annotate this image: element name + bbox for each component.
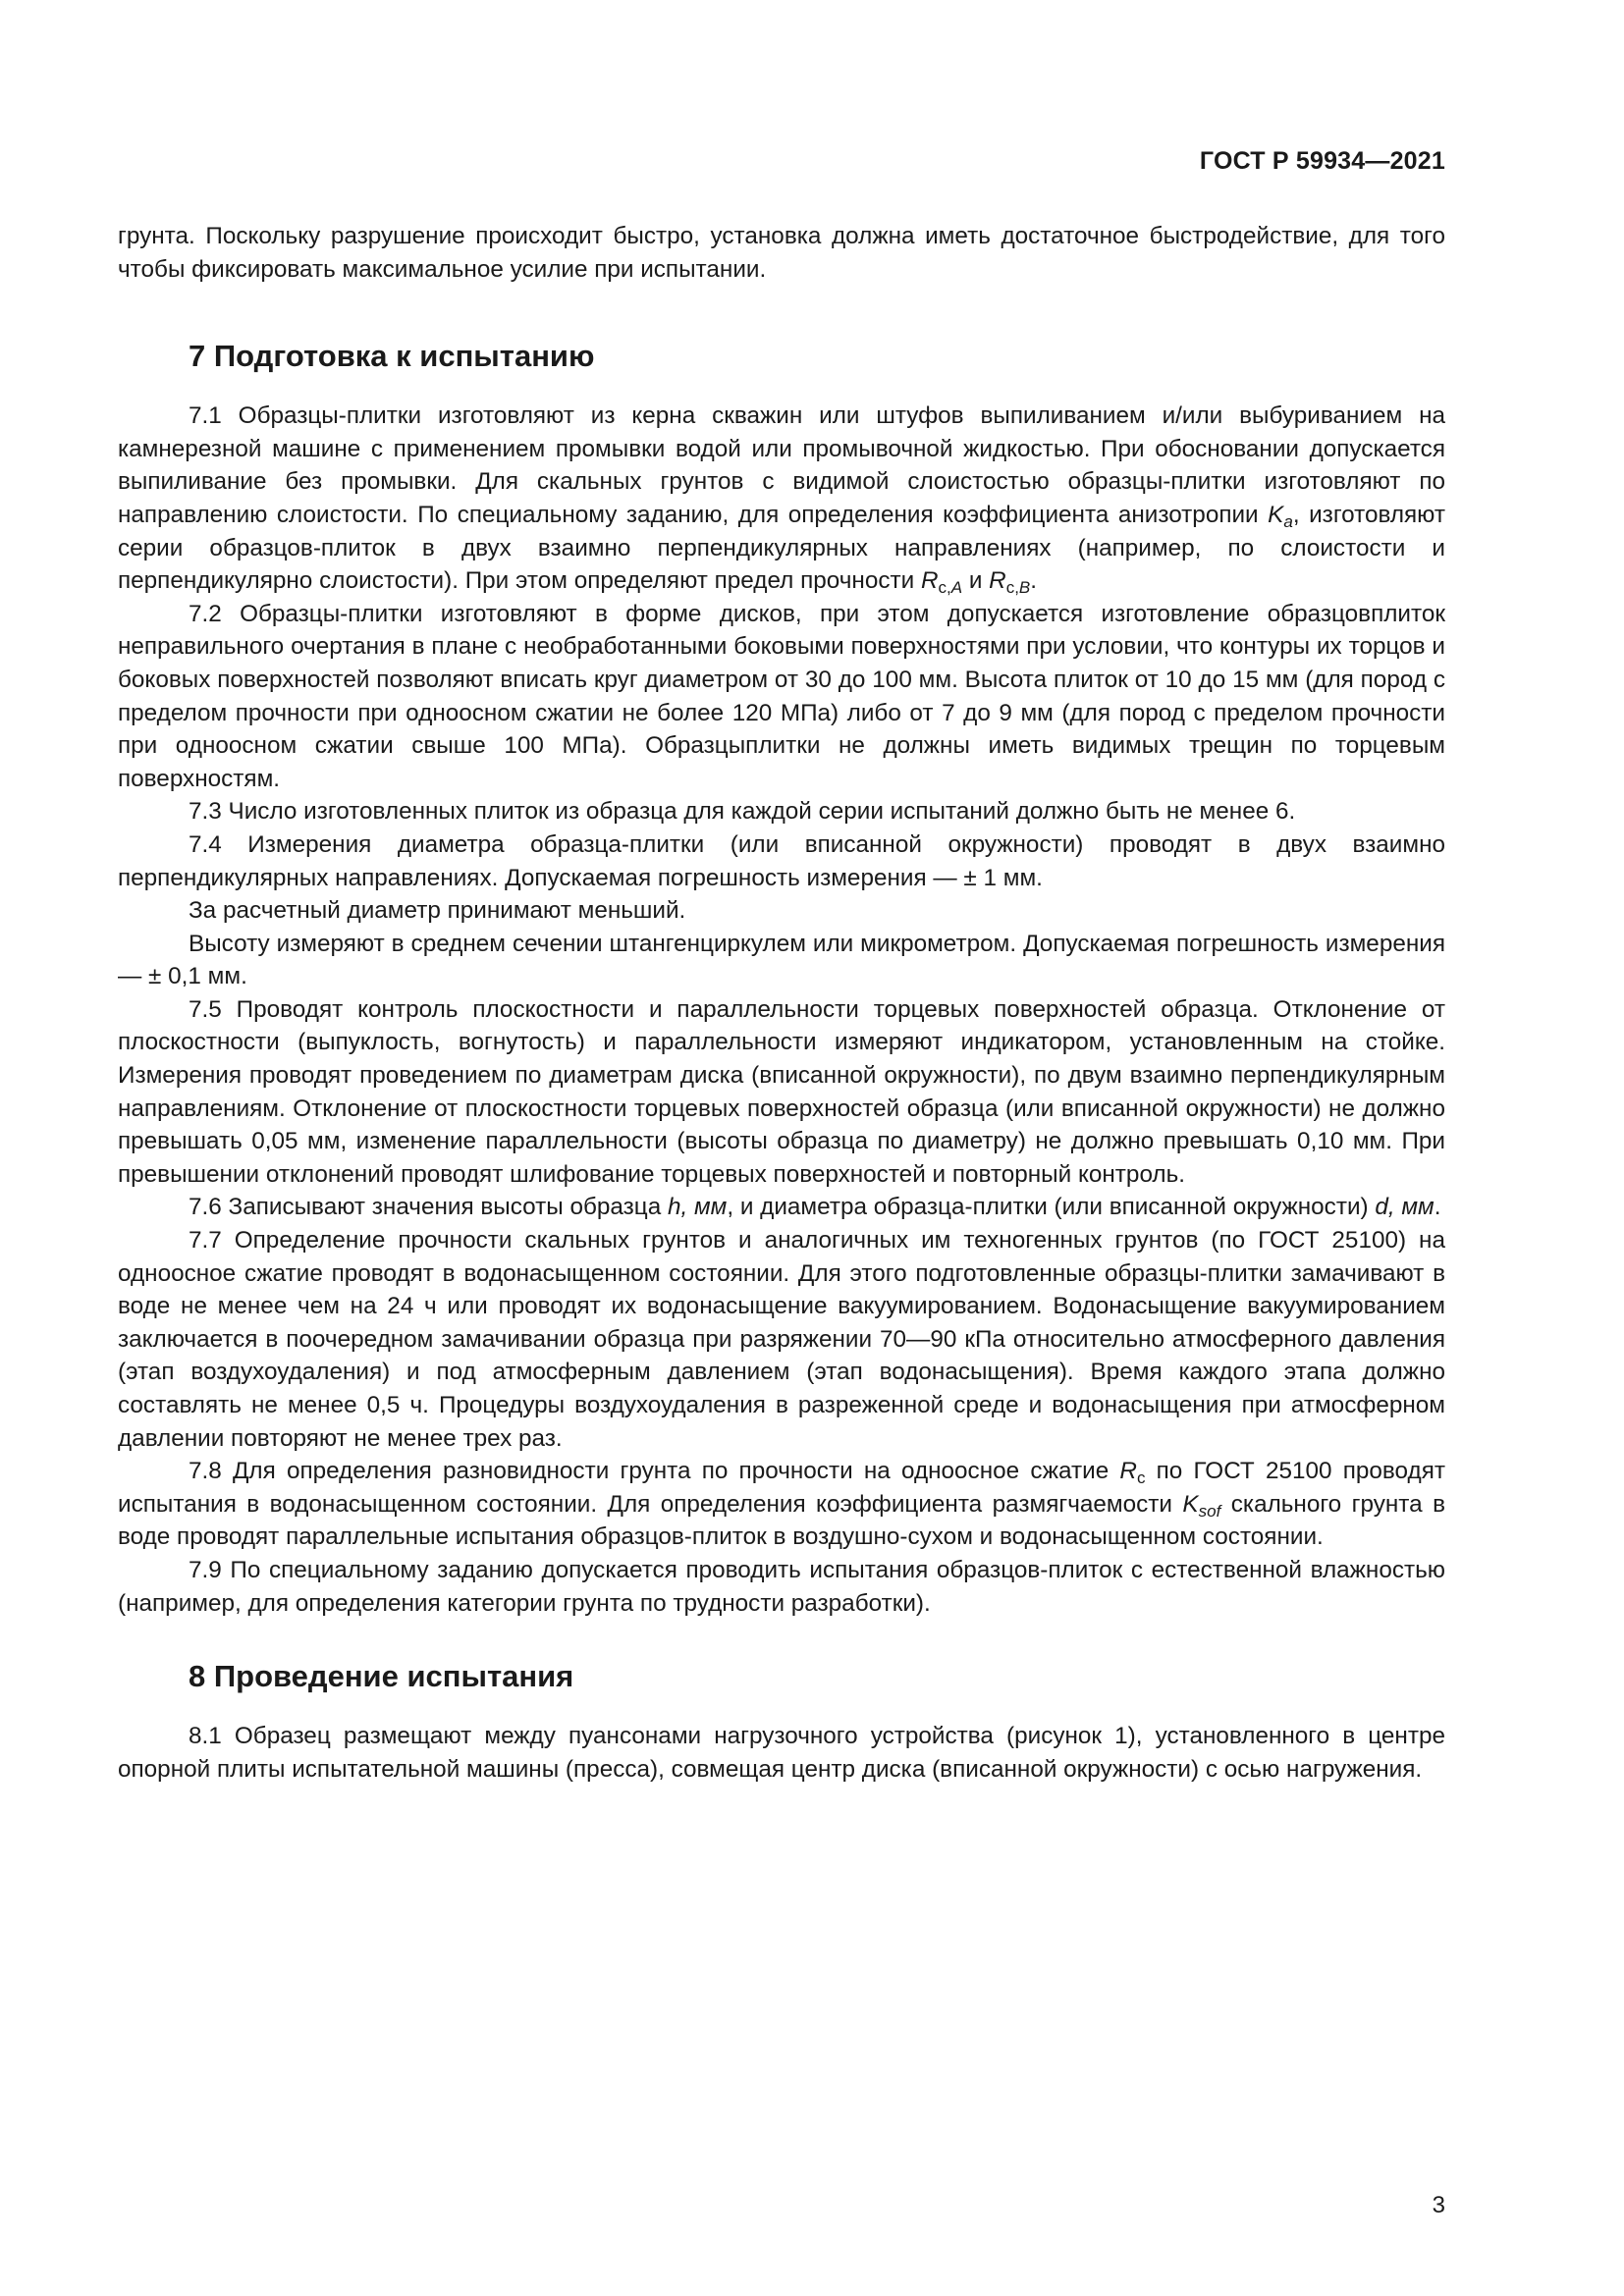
symbol-r: R [920, 567, 939, 595]
paragraph-7-4: 7.4 Измерения диаметра образца-плитки (или вписанной окружности) проводят в двух взаимно перпендикулярных направлениях. Допускаемая погрешность измерения — ± 1 мм. [118, 830, 1445, 891]
paragraph-7-5: 7.5 Проводят контроль плоскостности и параллельности торцевых поверхностей образца. Отклонение от плоскостности (выпуклость, вогнутость) и параллельности измеряют индикатором, установленным на стойке. Измерения проводят проведением по диаметрам диска (вписанной окружности), по двум взаимно перпендикулярным направлениям. Отклонение от плоскостности торцевых поверхностей образца (или вписанной окружности) не должно превышать 0,05 мм, изменение параллельности (высоты образца по диаметру) не должно превышать 0,10 мм. При превышении отклонений проводят шлифование торцевых поверхностей и повторный контроль. [118, 995, 1445, 1188]
paragraph-7-4-height: Высоту измеряют в среднем сечении штангенциркулем или микрометром. Допускаемая погрешность измерения — ± 0,1 мм. [118, 930, 1445, 990]
paragraph-7-1: 7.1 Образцы-плитки изготовляют из керна скважин или штуфов выпиливанием и/или выбуриванием на камнерезной машине с применением промывки водой или промывочной жидкостью. При обосновании допускается выпиливание без промывки. Для скальных грунтов с видимой слоистостью образцы-плитки изготовляют по направлению слоистости. По специальному заданию, для определения коэффициента анизотропии $K_a$, изготовляют серии образцов-плиток в двух взаимно перпендикулярных направлениях (например, по слоистости и перпендикулярно слоистости). При этом определяют предел прочности $R_{c,A}$ и $R_{c,B}$. [118, 402, 1445, 598]
symbol-k: K [1268, 501, 1284, 528]
paragraph-7-4-diameter: За расчетный диаметр принимают меньший. [189, 897, 686, 925]
symbol-r: R [1119, 1458, 1137, 1485]
section-7-title: 7 Подготовка к испытанию [189, 339, 595, 374]
paragraph-7-2: 7.2 Образцы-плитки изготовляют в форме дисков, при этом допускается изготовление образцовплиток неправильного очертания в плане с необработанными боковыми поверхностями при условии, что контуры их торцов и боковых поверхностей позволяют вписать круг диаметром от 30 до 100 мм. Высота плиток от 10 до 15 мм (для пород с пределом прочности при одноосном сжатии не более 120 МПа) либо от 7 до 9 мм (для пород с пределом прочности при одноосном сжатии свыше 100 МПа). Образцыплитки не должны иметь видимых трещин по торцевым поверхностям. [118, 600, 1445, 792]
symbol-h: h, мм [668, 1194, 728, 1221]
document-standard-id: ГОСТ Р 59934—2021 [1199, 147, 1445, 175]
paragraph-7-9: 7.9 По специальному заданию допускается проводить испытания образцов-плиток с естественной влажностью (например, для определения категории грунта по трудности разработки). [118, 1556, 1445, 1617]
page-content [118, 220, 1445, 1786]
intro-paragraph: грунта. Поскольку разрушение происходит быстро, установка должна иметь достаточное быстродействие, для того чтобы фиксировать максимальное усилие при испытании. [118, 223, 1445, 283]
paragraph-7-8: 7.8 Для определения разновидности грунта по прочности на одноосное сжатие $R_c$ по ГОСТ 25100 проводят испытания в водонасыщенном состоянии. Для определения коэффициента размягчаемости $K_{sof}$ скального грунта в воде проводят параллельные испытания образцов-плиток в воздушно-сухом и водонасыщенном состоянии. [118, 1458, 1445, 1551]
paragraph-7-6: 7.6 Записывают значения высоты образца h, мм, и диаметра образца-плитки (или вписанной окружности) d, мм. [189, 1194, 1441, 1221]
page-number: 3 [1432, 2192, 1445, 2218]
symbol-r: R [989, 567, 1006, 595]
section-8-title: 8 Проведение испытания [189, 1659, 574, 1694]
symbol-k: K [1182, 1490, 1199, 1518]
paragraph-8-1: 8.1 Образец размещают между пуансонами нагрузочного устройства (рисунок 1), установленного в центре опорной плиты испытательной машины (пресса), совмещая центр диска (вписанной окружности) с осью нагружения. [118, 1723, 1445, 1783]
paragraph-7-3: 7.3 Число изготовленных плиток из образца для каждой серии испытаний должно быть не менее 6. [189, 798, 1296, 826]
paragraph-7-7: 7.7 Определение прочности скальных грунтов и аналогичных им техногенных грунтов (по ГОСТ 25100) на одноосное сжатие проводят в водонасыщенном состоянии. Для этого подготовленные образцы-плитки замачивают в воде не менее чем на 24 ч или проводят их водонасыщение вакуумированием. Водонасыщение вакуумированием заключается в поочередном замачивании образца при разряжении 70—90 кПа относительно атмосферного давления (этап воздухоудаления) и под атмосферным давлением (этап водонасыщения). Время каждого этапа должно составлять не менее 0,5 ч. Процедуры воздухоудаления в разреженной среде и водонасыщения при атмосферном давлении повторяют не менее трех раз. [118, 1227, 1445, 1452]
symbol-d: d, мм [1375, 1194, 1435, 1221]
